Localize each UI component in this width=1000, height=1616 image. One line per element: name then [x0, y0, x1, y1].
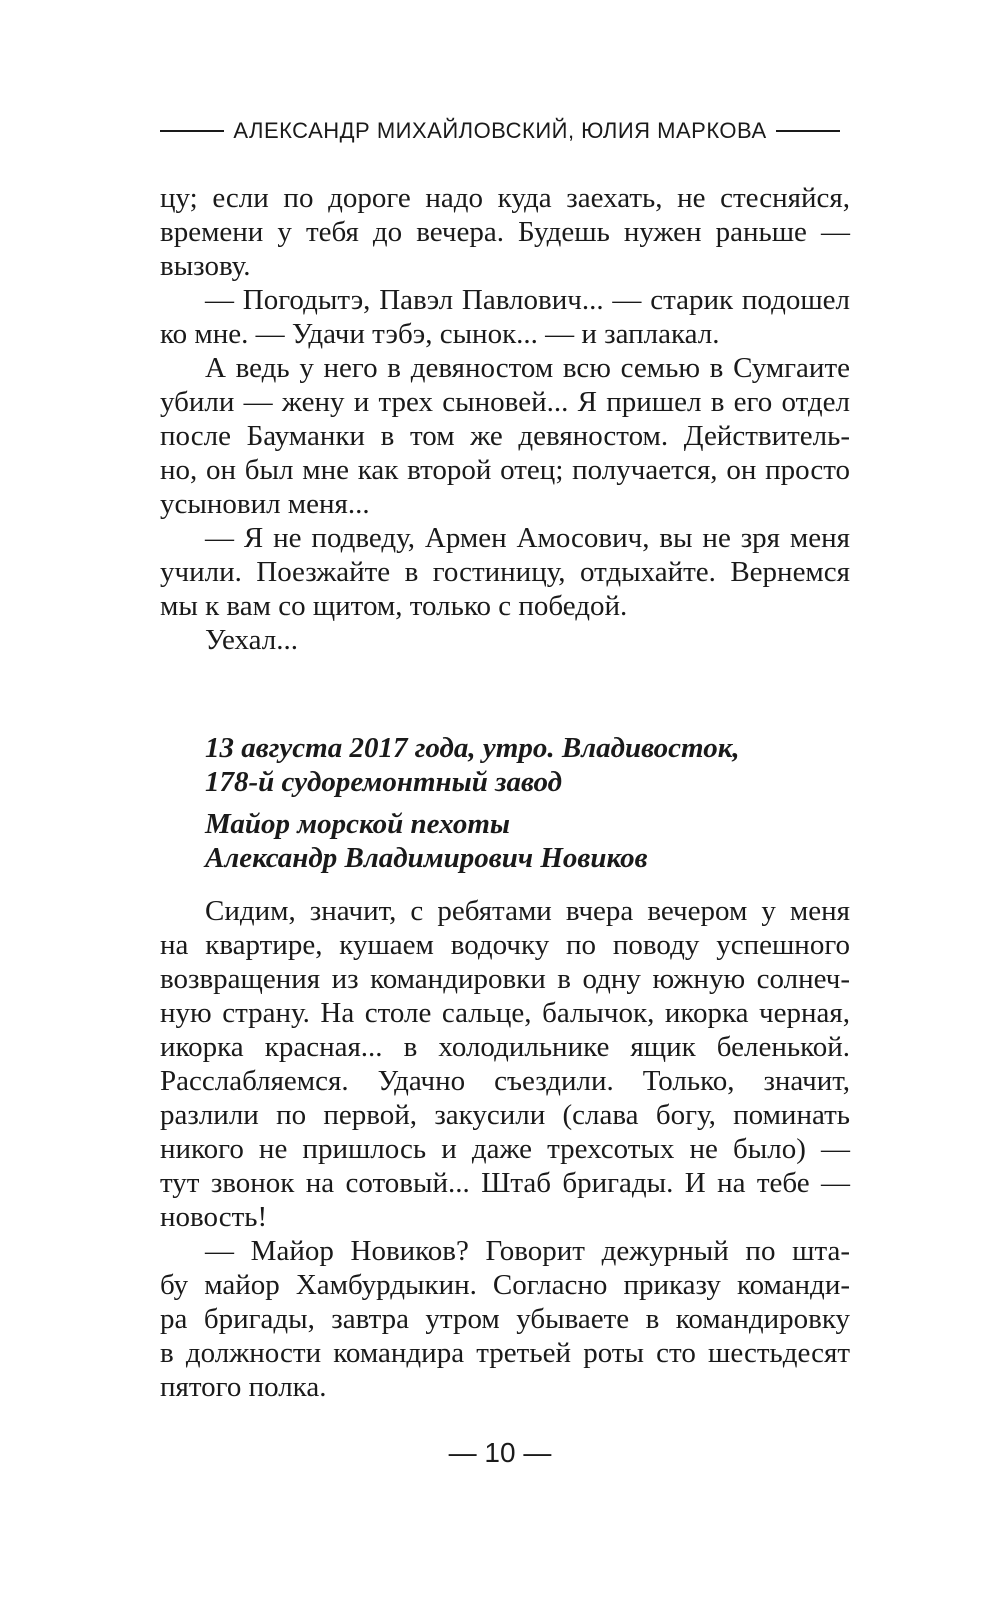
text-line: Сидим, значит, с ребятами вчера вечером у меня	[205, 895, 850, 927]
text-line: — Я не подведу, Армен Амосович, вы не зря меня	[205, 522, 850, 554]
text-line: тут звонок на сотовый... Штаб бригады. И на тебе —	[160, 1167, 850, 1199]
text-line: ра бригады, завтра утром убываете в командировку	[160, 1303, 850, 1335]
heading-line: Александр Владимирович Новиков	[205, 842, 648, 874]
text-line: бу майор Хамбурдыкин. Согласно приказу команди-	[160, 1269, 850, 1301]
text-line: возвращения из командировки в одну южную солнеч-	[160, 963, 850, 995]
header-rule-left	[160, 130, 224, 132]
body-text-block-1	[160, 181, 850, 657]
heading-line: Майор морской пехоты	[205, 808, 511, 840]
text-line: ную страну. На столе сальце, балычок, икорка черная,	[160, 997, 850, 1029]
text-line: Расслабляемся. Удачно съездили. Только, значит,	[160, 1065, 850, 1097]
text-line: никого не пришлось и даже трехсотых не было) —	[160, 1133, 850, 1165]
text-line: усыновил меня...	[160, 488, 370, 520]
heading-line: 13 августа 2017 года, утро. Владивосток,	[205, 732, 740, 764]
text-line: икорка красная... в холодильнике ящик беленькой.	[160, 1031, 850, 1063]
heading-line: 178-й судоремонтный завод	[205, 766, 563, 798]
text-line: цу; если по дороге надо куда заехать, не стесняйся,	[160, 182, 850, 214]
text-line: но, он был мне как второй отец; получается, он просто	[160, 454, 850, 486]
text-line: разлили по первой, закусили (слава богу, поминать	[160, 1099, 850, 1131]
text-line: убили — жену и трех сыновей... Я пришел в его отдел	[160, 386, 850, 418]
text-line: учили. Поезжайте в гостиницу, отдыхайте. Вернемся	[160, 556, 850, 588]
text-line: пятого полка.	[160, 1371, 327, 1403]
header-rule-right	[776, 130, 840, 132]
text-line: — Погодытэ, Павэл Павлович... — старик подошел	[205, 284, 850, 316]
text-line: новость!	[160, 1201, 268, 1233]
running-header	[160, 116, 840, 146]
body-text-block-2	[160, 894, 850, 1404]
text-line: Уехал...	[205, 624, 299, 656]
text-line: после Бауманки в том же девяностом. Действитель-	[160, 420, 850, 452]
page-number: — 10 —	[448, 1437, 552, 1468]
text-line: на квартире, кушаем водочку по поводу успешного	[160, 929, 850, 961]
text-line: мы к вам со щитом, только с победой.	[160, 590, 628, 622]
section-heading-date-place	[205, 731, 845, 799]
section-heading-character	[205, 807, 845, 875]
text-line: времени у тебя до вечера. Будешь нужен раньше —	[160, 216, 850, 248]
text-line: — Майор Новиков? Говорит дежурный по шта-	[205, 1235, 850, 1267]
running-header-title: АЛЕКСАНДР МИХАЙЛОВСКИЙ, ЮЛИЯ МАРКОВА	[233, 118, 767, 143]
text-line: ко мне. — Удачи тэбэ, сынок... — и заплакал.	[160, 318, 720, 350]
text-line: вызову.	[160, 250, 251, 282]
text-line: А ведь у него в девяностом всю семью в Сумгаите	[205, 352, 850, 384]
text-line: в должности командира третьей роты сто шестьдесят	[160, 1337, 850, 1369]
